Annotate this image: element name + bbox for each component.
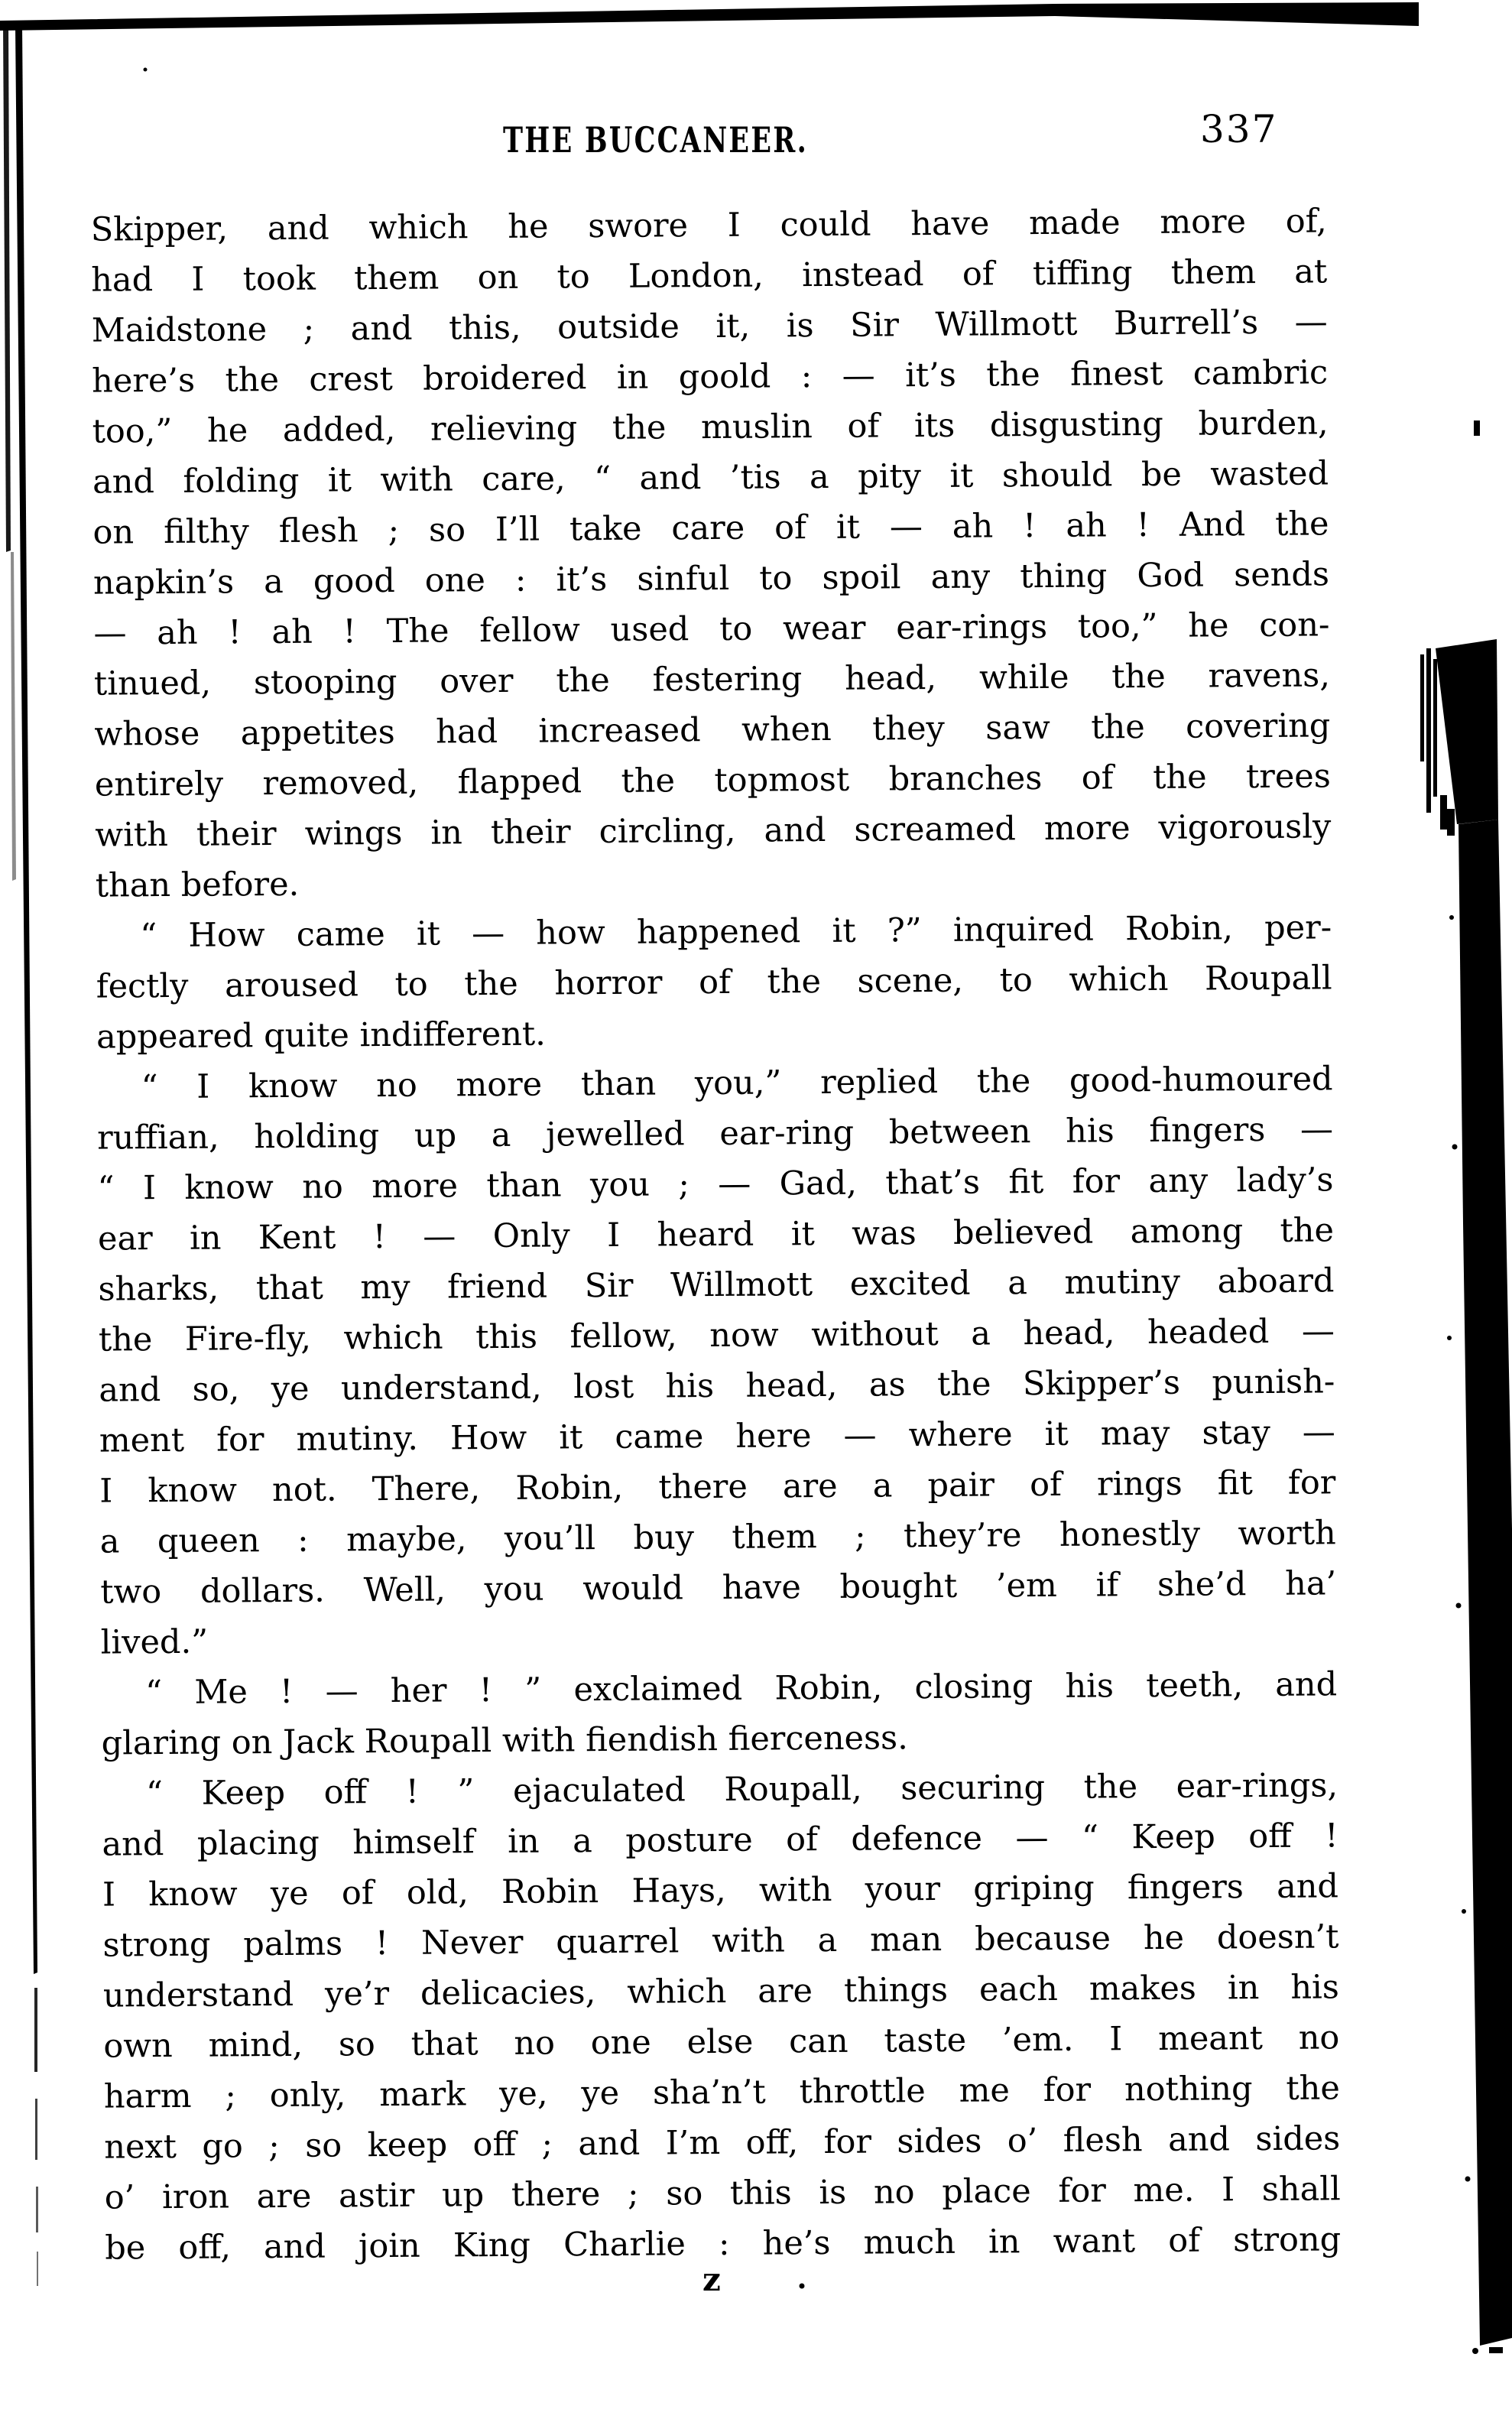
paper-speck xyxy=(800,2284,805,2289)
text-line: “ How came it — how happened it ?” inquired Robin, per- xyxy=(140,908,1332,956)
text-line: napkin’s a good one : it’s sinful to spoil any thing God sends xyxy=(92,555,1330,602)
ink-speck xyxy=(1447,1336,1452,1340)
left-border-rule xyxy=(15,24,37,1974)
text-line: fectly aroused to the horror of the scene, to which Roupall xyxy=(96,959,1332,1006)
ink-streak xyxy=(1447,809,1455,836)
text-line: two dollars. Well, you would have bought ’em if she’d ha’ xyxy=(100,1564,1337,1612)
left-border-dash xyxy=(34,1988,37,2072)
text-line: own mind, so that no one else can taste ’em. I meant no xyxy=(103,2018,1340,2066)
text-line: o’ iron are astir up there ; so this is no place for me. I shall xyxy=(104,2170,1341,2217)
signature-mark: z xyxy=(702,2261,721,2298)
text-line: entirely removed, flapped the topmost branches of the trees xyxy=(94,757,1332,804)
text-line: tinued, stooping over the festering head, while the ravens, xyxy=(93,656,1331,703)
scan-ink-stain-top xyxy=(1436,639,1498,824)
text-block xyxy=(91,196,1342,2273)
text-line: sharks, that my friend Sir Willmott excited a mutiny aboard xyxy=(98,1261,1335,1309)
text-line: on filthy flesh ; so I’ll take care of it — ah ! ah ! And the xyxy=(92,505,1329,552)
text-line: whose appetites had increased when they saw the covering xyxy=(94,706,1331,754)
text-line: “ I know no more than you ; — Gad, that’s fit for any lady’s xyxy=(97,1161,1334,1208)
ink-speck xyxy=(1462,1909,1466,1914)
text-line: harm ; only, mark ye, ye sha’n’t throttle me for nothing the xyxy=(103,2069,1340,2116)
text-line: than before. xyxy=(95,865,300,905)
text-line: ruffian, holding up a jewelled ear-ring between his fingers — xyxy=(96,1110,1334,1158)
ink-speck xyxy=(1472,2348,1478,2354)
text-line: — ah ! ah ! The fellow used to wear ear-rings too,” he con- xyxy=(93,606,1330,653)
left-edge-line-fade xyxy=(11,552,16,881)
text-line: ment for mutiny. How it came here — where it may stay — xyxy=(99,1413,1335,1460)
text-line: glaring on Jack Roupall with fiendish fierceness. xyxy=(101,1719,909,1763)
ink-speck xyxy=(1449,915,1454,920)
ink-speck xyxy=(1456,1603,1462,1609)
text-line: ear in Kent ! — Only I heard it was believed among the xyxy=(97,1211,1335,1258)
text-line: I know not. There, Robin, there are a pair of rings fit for xyxy=(99,1463,1336,1511)
text-line: appeared quite indifferent. xyxy=(96,1015,547,1057)
ink-streak xyxy=(1420,654,1424,761)
scan-speck xyxy=(1474,420,1480,436)
text-line: “ Me ! — her ! ” exclaimed Robin, closing his teeth, and xyxy=(144,1665,1338,1713)
ink-speck xyxy=(1465,2177,1471,2182)
text-line: too,” he added, relieving the muslin of its disgusting burden, xyxy=(92,404,1329,451)
left-border-dash xyxy=(36,2187,38,2232)
text-line: and so, ye understand, lost his head, as the Skipper’s punish- xyxy=(99,1362,1335,1410)
text-line: strong palms ! Never quarrel with a man because he doesn’t xyxy=(102,1917,1339,1965)
ink-speck xyxy=(1489,2347,1503,2353)
scan-ink-stain-band xyxy=(1458,820,1512,2346)
text-line: “ I know no more than you,” replied the good-humoured xyxy=(141,1060,1333,1107)
text-line: here’s the crest broidered in goold : — it’s the finest cambric xyxy=(92,353,1329,401)
ink-streak xyxy=(1426,648,1431,813)
text-line: with their wings in their circling, and screamed more vigorously xyxy=(95,807,1332,855)
ink-speck xyxy=(1452,1145,1458,1150)
left-border-dash xyxy=(37,2252,38,2286)
text-line: next go ; so keep off ; and I’m off, for sides o’ flesh and sides xyxy=(104,2119,1341,2167)
ink-streak xyxy=(1440,795,1447,830)
text-line: had I took them on to London, instead of tiffing them at xyxy=(91,252,1328,300)
paper-speck xyxy=(144,68,148,72)
running-header: THE BUCCANEER. xyxy=(503,119,809,161)
text-line: and placing himself in a posture of defence — “ Keep off ! xyxy=(102,1817,1338,1864)
page-number: 337 xyxy=(1200,107,1278,151)
text-line: “ Keep off ! ” ejaculated Roupall, securing the ear-rings, xyxy=(145,1766,1338,1813)
text-line: and folding it with care, “ and ’tis a pity it should be wasted xyxy=(92,454,1329,502)
left-border-dash xyxy=(35,2099,37,2160)
text-line: be off, and join King Charlie : he’s much in want of strong xyxy=(105,2220,1342,2268)
text-line: understand ye’r delicacies, which are things each makes in his xyxy=(102,1968,1340,2015)
text-line: Maidstone ; and this, outside it, is Sir Willmott Burrell’s — xyxy=(91,303,1328,350)
ink-streak xyxy=(1433,659,1437,797)
text-line: the Fire-fly, which this fellow, now without a head, headed — xyxy=(98,1312,1335,1359)
text-line: Skipper, and which he swore I could have made more of, xyxy=(90,202,1327,249)
text-line: lived.” xyxy=(100,1622,209,1662)
left-edge-line xyxy=(3,23,11,552)
text-line: a queen : maybe, you’ll buy them ; they’re honestly worth xyxy=(99,1514,1336,1561)
text-line: I know ye of old, Robin Hays, with your griping fingers and xyxy=(102,1867,1339,1914)
top-border-rule xyxy=(0,2,1419,31)
